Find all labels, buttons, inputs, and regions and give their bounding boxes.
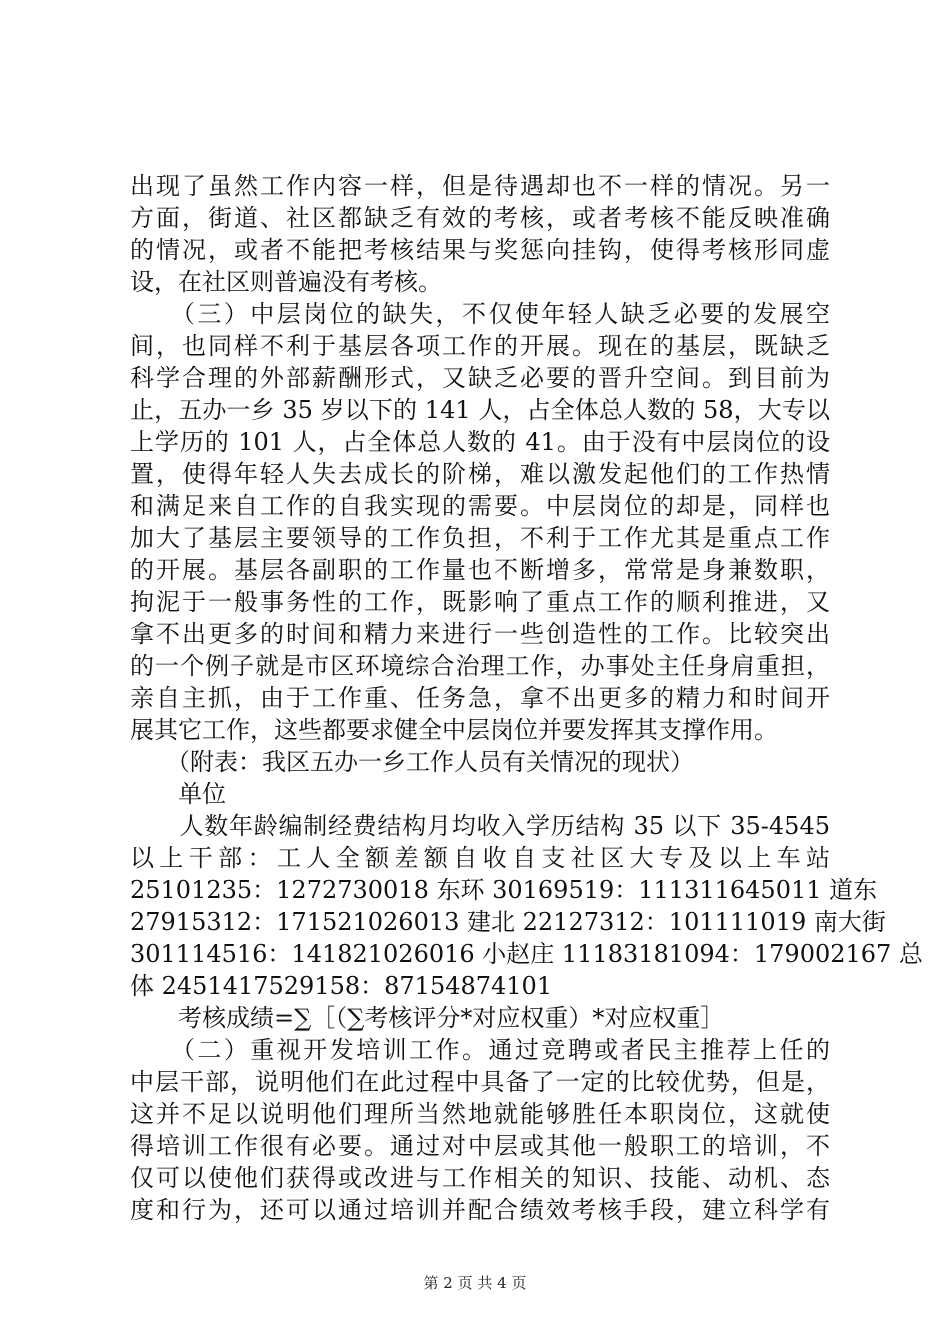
- text-line: 设，在社区则普遍没有考核。: [130, 268, 442, 296]
- text-line: 301114516：141821026016 小赵庄 11183181094：179002167 总: [130, 940, 923, 968]
- text-line: 单位: [130, 780, 226, 808]
- text-line: 亲自主抓，由于工作重、任务急，拿不出更多的精力和时间开: [130, 684, 830, 712]
- text-line: 和满足来自工作的自我实现的需要。中层岗位的却是，同样也: [130, 492, 830, 520]
- document-body: [130, 170, 923, 1226]
- text-line: 科学合理的外部薪酬形式，又缺乏必要的晋升空间。到目前为: [130, 364, 830, 392]
- text-line: 中层干部，说明他们在此过程中具备了一定的比较优势，但是，: [130, 1068, 830, 1096]
- text-line: 的开展。基层各副职的工作量也不断增多，常常是身兼数职，: [130, 556, 830, 584]
- text-line: （附表：我区五办一乡工作人员有关情况的现状）: [130, 748, 694, 776]
- text-line: 得培训工作很有必要。通过对中层或其他一般职工的培训，不: [130, 1132, 830, 1160]
- text-line: 人数年龄编制经费结构月均收入学历结构 35 以下 35-4545: [130, 812, 830, 840]
- page-number-footer: 第 2 页 共 4 页: [423, 1274, 527, 1292]
- text-line: 仅可以使他们获得或改进与工作相关的知识、技能、动机、态: [130, 1164, 830, 1192]
- text-line: 以上干部：工人全额差额自收自支社区大专及以上车站: [130, 844, 830, 872]
- text-line: 拿不出更多的时间和精力来进行一些创造性的工作。比较突出: [130, 620, 830, 648]
- text-line: 拘泥于一般事务性的工作，既影响了重点工作的顺利推进，又: [130, 588, 830, 616]
- text-line: 这并不足以说明他们理所当然地就能够胜任本职岗位，这就使: [130, 1100, 830, 1128]
- text-line: 的情况，或者不能把考核结果与奖惩向挂钩，使得考核形同虚: [130, 236, 830, 264]
- text-line: （二）重视开发培训工作。通过竞聘或者民主推荐上任的: [130, 1036, 830, 1064]
- text-line: 置，使得年轻人失去成长的阶梯，难以激发起他们的工作热情: [130, 460, 830, 488]
- text-line: 的一个例子就是市区环境综合治理工作，办事处主任身肩重担，: [130, 652, 830, 680]
- text-line: 27915312：171521026013 建北 22127312：101111019 南大街: [130, 908, 886, 936]
- text-line: 出现了虽然工作内容一样，但是待遇却也不一样的情况。另一: [130, 172, 830, 200]
- text-line: 考核成绩=∑［（∑考核评分*对应权重）*对应权重］: [130, 1004, 725, 1032]
- text-line: （三）中层岗位的缺失，不仅使年轻人缺乏必要的发展空: [130, 300, 830, 328]
- text-line: 展其它工作，这些都要求健全中层岗位并要发挥其支撑作用。: [130, 716, 778, 744]
- text-line: 方面，街道、社区都缺乏有效的考核，或者考核不能反映准确: [130, 204, 830, 232]
- text-line: 止，五办一乡 35 岁以下的 141 人，占全体总人数的 58，大专以: [130, 396, 830, 424]
- text-line: 体 2451417529158：87154874101: [130, 972, 553, 1000]
- text-line: 上学历的 101 人，占全体总人数的 41。由于没有中层岗位的设: [130, 428, 830, 456]
- text-line: 加大了基层主要领导的工作负担，不利于工作尤其是重点工作: [130, 524, 830, 552]
- text-line: 间，也同样不利于基层各项工作的开展。现在的基层，既缺乏: [130, 332, 830, 360]
- text-line: 度和行为，还可以通过培训并配合绩效考核手段，建立科学有: [130, 1196, 830, 1224]
- text-line: 25101235：1272730018 东环 30169519：111311645011 道东: [130, 876, 878, 904]
